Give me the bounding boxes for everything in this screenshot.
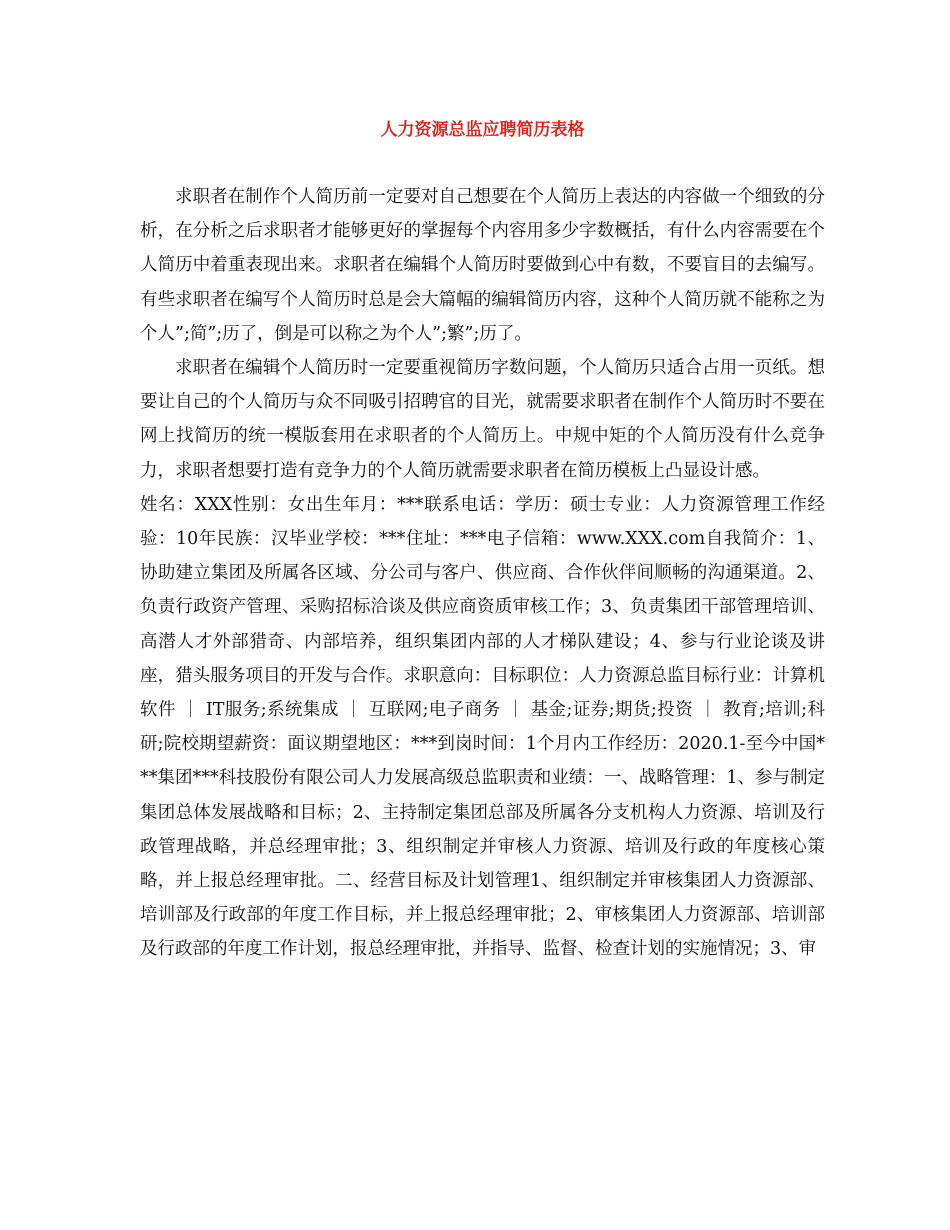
- document-title: 人力资源总监应聘简历表格: [380, 120, 585, 140]
- paragraph-length-advice: 求职者在编辑个人简历时一定要重视简历字数问题，个人简历只适合占用一页纸。想要让自己的个人简历与众不同吸引招聘官的目光，就需要求职者在制作个人简历时不要在网上找简历的统一模版套用在求职者的个人简历上。中规中矩的个人简历没有什么竞争力，求职者想要打造有竞争力的个人简历就需要求职者在简历模板上凸显设计感。: [140, 358, 825, 481]
- document-page: [140, 118, 825, 967]
- paragraph-resume-details: 姓名：XXX性别：女出生年月：***联系电话：学历：硕士专业：人力资源管理工作经验：10年民族：汉毕业学校：***住址：***电子信箱：www.XXX.com自我简介：1、协助建立集团及所属各区域、分公司与客户、供应商、合作伙伴间顺畅的沟通渠道。2、负责行政资产管理、采购招标洽谈及供应商资质审核工作；3、负责集团干部管理培训、高潜人才外部猎奇、内部培养，组织集团内部的人才梯队建设；4、参与行业论谈及讲座，猎头服务项目的开发与合作。求职意向：目标职位：人力资源总监目标行业：计算机软件 ｜ IT服务;系统集成 ｜ 互联网;电子商务 ｜ 基金;证券;期货;投资 ｜ 教育;培训;科研;院校期望薪资：面议期望地区：***到岗时间：1个月内工作经历：2020.1-至今中国***集团***科技股份有限公司人力发展高级总监职责和业绩：一、战略管理：1、参与制定集团总体发展战略和目标；2、主持制定集团总部及所属各分支机构人力资源、培训及行政管理战略，并总经理审批；3、组织制定并审核人力资源、培训及行政的年度核心策略，并上报总经理审批。二、经营目标及计划管理1、组织制定并审核集团人力资源部、培训部及行政部的年度工作目标，并上报总经理审批；2、审核集团人力资源部、培训部及行政部的年度工作计划，报总经理审批，并指导、监督、检查计划的实施情况；3、审: [140, 494, 825, 960]
- paragraph-intro: 求职者在制作个人简历前一定要对自己想要在个人简历上表达的内容做一个细致的分析，在分析之后求职者才能够更好的掌握每个内容用多少字数概括，有什么内容需要在个人简历中着重表现出来。求职者在编辑个人简历时要做到心中有数，不要盲目的去编写。有些求职者在编写个人简历时总是会大篇幅的编辑简历内容，这种个人简历就不能称之为个人”;简”;历了，倒是可以称之为个人”;繁”;历了。: [140, 187, 825, 344]
